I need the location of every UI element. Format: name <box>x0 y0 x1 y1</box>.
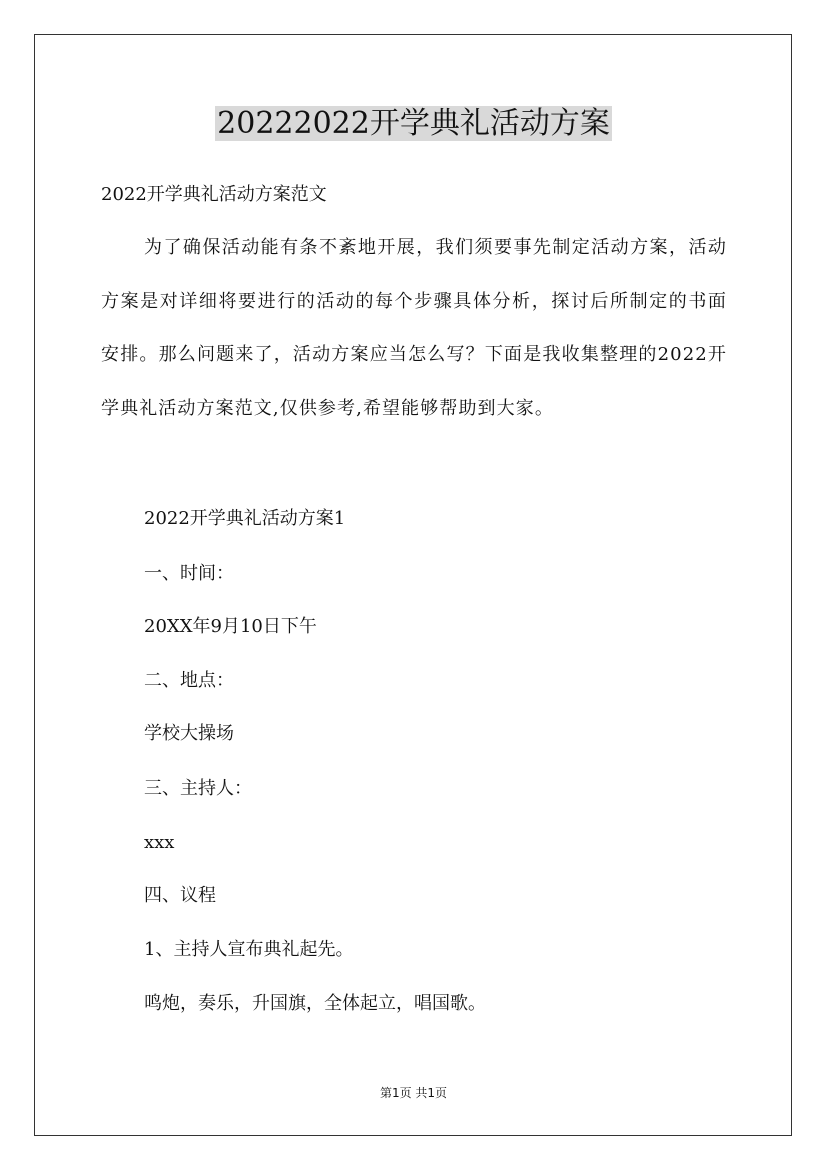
list-item: 四、议程 <box>144 885 216 906</box>
document-subtitle: 2022开学典礼活动方案范文 <box>101 184 327 205</box>
list-item: 1、主持人宣布典礼起先。 <box>144 939 354 960</box>
list-item: 鸣炮，奏乐，升国旗，全体起立，唱国歌。 <box>144 993 486 1014</box>
document-title <box>0 102 827 146</box>
page-footer: 第1页 共1页 <box>379 1086 448 1100</box>
section-title: 2022开学典礼活动方案1 <box>144 508 346 529</box>
list-item: 一、时间： <box>144 563 234 584</box>
list-item: 学校大操场 <box>144 723 234 744</box>
list-item: xxx <box>144 832 175 853</box>
list-item: 三、主持人： <box>144 778 252 799</box>
list-item: 二、地点： <box>144 670 234 691</box>
intro-paragraph: 为了确保活动能有条不紊地开展，我们须要事先制定活动方案，活动方案是对详细将要进行的活动的每个步骤具体分析，探讨后所制定的书面安排。那么问题来了，活动方案应当怎么写？下面是我收集整理的2022开学典礼活动方案范文,仅供参考,希望能够帮助到大家。 <box>101 237 727 419</box>
title-text: 20222022开学典礼活动方案 <box>217 106 610 141</box>
list-item: 20XX年9月10日下午 <box>144 616 317 637</box>
